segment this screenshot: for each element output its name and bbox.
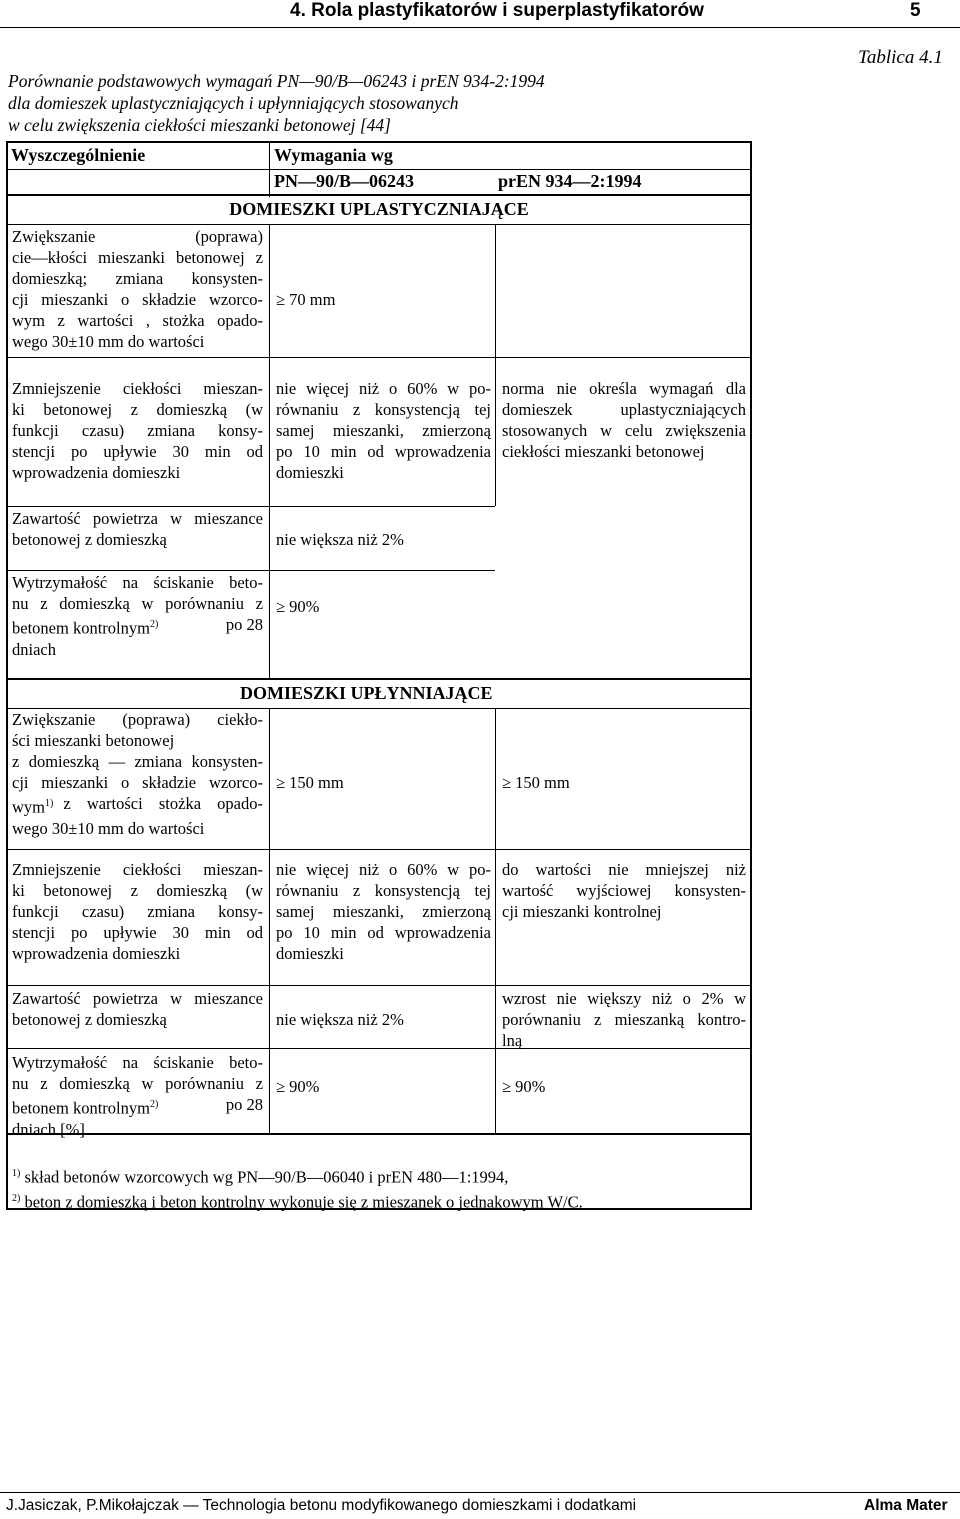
rule (269, 143, 270, 197)
page-number: 5 (910, 0, 921, 21)
footnote-ref: 2) (149, 619, 159, 630)
text-line: domieszki (276, 463, 344, 482)
text-line: Zawartość powietrza w mieszance (12, 989, 263, 1008)
text-line: do wartości nie mniejszej niż (502, 860, 746, 879)
pn-value: ≥ 150 mm (276, 773, 344, 792)
text-line: ki betonowej z domieszką (w (12, 400, 263, 419)
rule (8, 570, 495, 571)
text-fragment (12, 614, 158, 639)
text-line: wprowadzenia domieszki (12, 944, 181, 963)
text-line: Wytrzymałość na ściskanie beto- (12, 1053, 263, 1072)
footer-publisher: Alma Mater (864, 1497, 948, 1514)
section-heading-superplasticizers: DOMIESZKI UPŁYNNIAJĄCE (240, 683, 493, 703)
caption-line: w celu zwiększenia ciekłości mieszanki betonowej [44] (8, 115, 391, 135)
rule (495, 708, 496, 1133)
text-line: stosowanych w celu zwiększenia (502, 421, 746, 440)
pn-value: nie większa niż 2% (276, 1010, 404, 1029)
text-line: funkcji czasu) zmiana konsy- (12, 421, 263, 440)
rule (8, 357, 750, 358)
pren-requirement (502, 988, 746, 1051)
rule (269, 708, 270, 1133)
text-line: cji mieszanki o składzie wzorco- (12, 773, 263, 792)
rule (8, 985, 750, 986)
table-label: Tablica 4.1 (858, 47, 943, 68)
row-spec (12, 572, 263, 660)
text-fragment: betonem kontrolnym (12, 618, 150, 638)
text-line: Zmniejszenie ciekłości mieszan- (12, 379, 263, 398)
footnote-ref: 1) (45, 798, 54, 809)
caption-line: dla domieszek uplastyczniających i upłynniających stosowanych (8, 93, 459, 113)
pren-value: ≥ 150 mm (502, 773, 570, 792)
pren-value: ≥ 90% (502, 1077, 546, 1096)
text-line: nie więcej niż o 60% w po- (276, 860, 491, 879)
pn-requirement (276, 378, 491, 483)
column-header-pren: prEN 934—2:1994 (498, 171, 642, 191)
text-line: wartość wyjściowej konsysten- (502, 881, 746, 900)
column-header-pn: PN—90/B—06243 (274, 171, 415, 191)
footnote-text: beton z domieszką i beton kontrolny wykonuje się z mieszanek o jednakowym W/C. (24, 1192, 583, 1211)
text-line: cie—kłości mieszanki betonowej z (12, 248, 263, 267)
text-line: dniach (12, 639, 56, 659)
rule (495, 224, 496, 506)
pn-value: nie większa niż 2% (276, 530, 404, 549)
text-fragment: po 28 (225, 615, 263, 634)
footer-rule (0, 1492, 960, 1493)
rule (8, 169, 750, 170)
footnote (12, 1163, 583, 1188)
rule (8, 194, 750, 196)
row-spec (12, 859, 263, 964)
text-line: porównaniu z mieszanką kontro- (502, 1010, 746, 1029)
text-line: domieszek uplastyczniających (502, 400, 746, 419)
text-line: po 10 min od wprowadzenia (276, 442, 491, 461)
text-fragment (12, 793, 53, 818)
text-line: stencji po upływie 30 min od (12, 923, 263, 942)
rule (8, 506, 495, 507)
table-footnotes (12, 1163, 583, 1212)
text-line: samej mieszanki, zmierzoną (276, 421, 491, 440)
chapter-title: 4. Rola plastyfikatorów i superplastyfikatorów (290, 0, 704, 21)
pn-value: ≥ 90% (276, 597, 320, 616)
text-fragment: z wartości stożka opado- (63, 794, 263, 813)
text-line (12, 793, 263, 818)
row-spec (12, 508, 263, 550)
row-spec (12, 709, 263, 839)
row-spec (12, 1052, 263, 1140)
text-fragment: po 28 (225, 1095, 263, 1114)
text-line: wprowadzenia domieszki (12, 463, 181, 482)
text-line: Zmniejszenie ciekłości mieszan- (12, 860, 263, 879)
text-line: Zwiększanie (poprawa) ciekło- (12, 710, 263, 729)
text-line: stencji po upływie 30 min od (12, 442, 263, 461)
rule (8, 849, 750, 850)
text-line: ki betonowej z domieszką (w (12, 881, 263, 900)
table-caption (8, 70, 768, 136)
text-line: domieszką; zmiana konsysten- (12, 269, 263, 288)
text-line: nu z domieszką w porównaniu z (12, 594, 263, 613)
text-line: domieszki (276, 944, 344, 963)
header-rule (0, 27, 960, 28)
text-line: samej mieszanki, zmierzoną (276, 902, 491, 921)
text-line: wym z wartości , stożka opado- (12, 311, 263, 330)
text-line: po 10 min od wprowadzenia (276, 923, 491, 942)
text-fragment: betonem kontrolnym (12, 1098, 150, 1118)
text-fragment (12, 1094, 158, 1119)
text-line: Zwiększanie (poprawa) (12, 227, 263, 246)
text-line: ści mieszanki betonowej (12, 731, 175, 750)
pn-requirement (276, 859, 491, 964)
text-line: wego 30±10 mm do wartości (12, 332, 205, 351)
rule (8, 224, 750, 225)
footnote-ref: 2) (149, 1099, 159, 1110)
pn-value: ≥ 70 mm (276, 290, 336, 309)
footnote-text: skład betonów wzorcowych wg PN—90/B—06040 i prEN 480—1:1994, (24, 1167, 509, 1187)
text-line: cji mieszanki o składzie wzorco- (12, 290, 263, 309)
rule (269, 224, 270, 678)
text-line: nie więcej niż o 60% w po- (276, 379, 491, 398)
text-line: Zawartość powietrza w mieszance (12, 509, 263, 528)
pn-value: ≥ 90% (276, 1077, 320, 1096)
section-heading-plasticizers: DOMIESZKI UPLASTYCZNIAJĄCE (229, 199, 529, 219)
text-line (12, 1094, 263, 1119)
row-spec (12, 226, 263, 352)
text-line: równaniu z konsystencją tej (276, 881, 491, 900)
text-line: norma nie określa wymagań dla (502, 379, 746, 398)
column-header-requirements: Wymagania wg (274, 145, 393, 165)
text-line (12, 614, 263, 639)
text-line: wzrost nie większy niż o 2% w (502, 989, 746, 1008)
text-line: betonowej z domieszką (12, 530, 167, 549)
text-line: funkcji czasu) zmiana konsy- (12, 902, 263, 921)
rule (8, 678, 750, 680)
text-line: ciekłości mieszanki betonowej (502, 442, 705, 461)
text-line: nu z domieszką w porównaniu z (12, 1074, 263, 1093)
row-spec (12, 988, 263, 1030)
text-line: wego 30±10 mm do wartości (12, 818, 205, 838)
text-line: cji mieszanki kontrolnej (502, 902, 662, 921)
caption-line: Porównanie podstawowych wymagań PN—90/B—06243 i prEN 934-2:1994 (8, 71, 545, 91)
footer-authors: J.Jasiczak, P.Mikołajczak — Technologia betonu modyfikowanego domieszkami i dodatkami (6, 1497, 637, 1514)
text-line: lną (502, 1031, 523, 1050)
pren-requirement (502, 378, 746, 462)
text-line: dniach [%] (12, 1119, 85, 1139)
pren-requirement (502, 859, 746, 922)
text-line: z domieszką — zmiana konsysten- (12, 752, 263, 771)
text-line: betonowej z domieszką (12, 1010, 167, 1029)
row-spec (12, 378, 263, 483)
text-fragment: wym (12, 797, 45, 817)
requirements-table (6, 141, 752, 1210)
footnote-mark: 2) (12, 1192, 21, 1204)
footnote (12, 1188, 583, 1213)
footnote-mark: 1) (12, 1168, 21, 1179)
text-line: równaniu z konsystencją tej (276, 400, 491, 419)
column-header-spec: Wyszczególnienie (11, 145, 146, 165)
text-line: Wytrzymałość na ściskanie beto- (12, 573, 263, 592)
